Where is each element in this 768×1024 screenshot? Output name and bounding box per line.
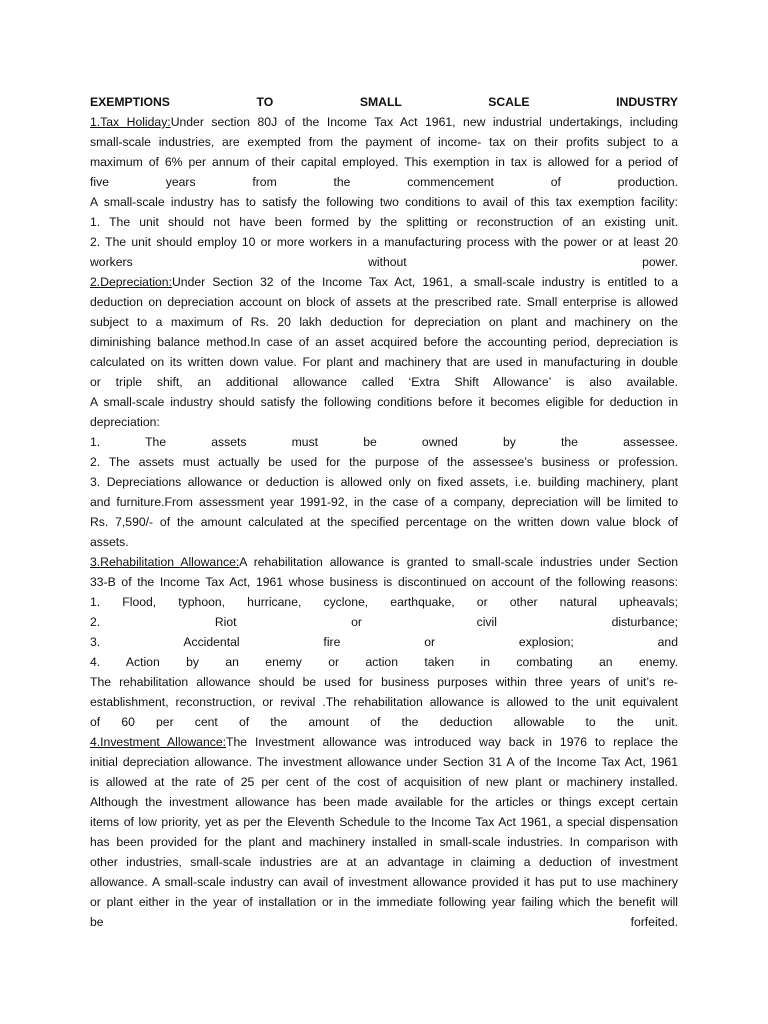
- text-line: [90, 412, 678, 432]
- line-text: maximum of 6% per annum of their capital employed. This exemption in tax is allowed for a period of: [90, 155, 678, 169]
- line-text: A small-scale industry has to satisfy the following two conditions to avail of this tax exemption facility:: [90, 195, 678, 209]
- line-text: is allowed at the rate of 25 per cent of the cost of acquisition of new plant or machinery installed.: [90, 775, 678, 789]
- section-heading: 1.Tax Holiday:: [90, 115, 171, 129]
- line-text: and furniture.From assessment year 1991-92, in the case of a company, depreciation will be limited to: [90, 495, 678, 509]
- line-text: 2. The unit should employ 10 or more workers in a manufacturing process with the power or at least 20: [90, 235, 678, 249]
- line-text: 1. The unit should not have been formed by the splitting or reconstruction of an existing unit.: [90, 215, 678, 229]
- text-line: [90, 292, 678, 312]
- text-line: [90, 472, 678, 492]
- document-page: [90, 92, 678, 932]
- line-text: initial depreciation allowance. The investment allowance under Section 31 A of the Income Tax Act, 1961: [90, 755, 678, 769]
- text-line: [90, 452, 678, 472]
- text-line: [90, 172, 678, 192]
- text-line: [90, 572, 678, 592]
- document-body: [90, 112, 678, 932]
- text-line: [90, 832, 678, 852]
- line-text: 1. Flood, typhoon, hurricane, cyclone, earthquake, or other natural upheavals;: [90, 595, 678, 609]
- text-line: [90, 892, 678, 912]
- text-line: [90, 492, 678, 512]
- title-word: SMALL: [359, 95, 402, 109]
- text-line: [90, 592, 678, 612]
- title-word: INDUSTRY: [616, 95, 678, 109]
- text-line: [90, 872, 678, 892]
- line-text: has been provided for the plant and machinery installed in small-scale industries. In comparison with: [90, 835, 678, 849]
- text-line: [90, 912, 678, 932]
- text-line: [90, 752, 678, 772]
- line-text: deduction on depreciation account on block of assets at the prescribed rate. Small enterprise is allowed: [90, 295, 678, 309]
- line-text: items of low priority, yet as per the Eleventh Schedule to the Income Tax Act 1961, a special dispensation: [90, 815, 678, 829]
- line-text: subject to a maximum of Rs. 20 lakh deduction for depreciation on plant and machinery on the: [90, 315, 678, 329]
- line-text: A rehabilitation allowance is granted to small-scale industries under Section: [239, 555, 678, 569]
- line-text: assets.: [90, 535, 129, 549]
- text-line: [90, 152, 678, 172]
- section-heading-line: [90, 272, 678, 292]
- line-text: Rs. 7,590/- of the amount calculated at the specified percentage on the written down value block of: [90, 515, 678, 529]
- section-heading-line: [90, 552, 678, 572]
- text-line: [90, 812, 678, 832]
- line-text: of 60 per cent of the amount of the deduction allowable to the unit.: [90, 715, 678, 729]
- line-text: 2. Riot or civil disturbance;: [90, 615, 678, 629]
- line-text: 4. Action by an enemy or action taken in combating an enemy.: [90, 655, 678, 669]
- line-text: or plant either in the year of installation or in the immediate following year failing which the benefit will: [90, 895, 678, 909]
- text-line: [90, 132, 678, 152]
- line-text: small-scale industries, are exempted from the payment of income- tax on their profits subject to a: [90, 135, 678, 149]
- text-line: [90, 772, 678, 792]
- text-line: [90, 652, 678, 672]
- line-text: 3. Depreciations allowance or deduction is allowed only on fixed assets, i.e. building machinery, plant: [90, 475, 678, 489]
- text-line: [90, 252, 678, 272]
- line-text: diminishing balance method.In case of an asset acquired before the accounting period, depreciation is: [90, 335, 678, 349]
- title-word: TO: [256, 95, 274, 109]
- line-text: Although the investment allowance has been made available for the articles or things except certain: [90, 795, 678, 809]
- text-line: [90, 392, 678, 412]
- section-heading: 2.Depreciation:: [90, 275, 172, 289]
- line-text: The rehabilitation allowance should be used for business purposes within three years of unit’s re-: [90, 675, 678, 689]
- text-line: [90, 352, 678, 372]
- line-text: Under section 80J of the Income Tax Act 1961, new industrial undertakings, including: [170, 115, 678, 129]
- section-heading: 4.Investment Allowance:: [90, 735, 226, 749]
- text-line: [90, 312, 678, 332]
- line-text: depreciation:: [90, 415, 160, 429]
- line-text: establishment, reconstruction, or revival .The rehabilitation allowance is allowed to the unit equivalent: [90, 695, 678, 709]
- line-text: calculated on its written down value. For plant and machinery that are used in manufacturing in double: [90, 355, 678, 369]
- text-line: [90, 432, 678, 452]
- line-text: 33-B of the Income Tax Act, 1961 whose business is discontinued on account of the following reasons:: [90, 575, 678, 589]
- line-text: 3. Accidental fire or explosion; and: [90, 635, 678, 649]
- line-text: or triple shift, an additional allowance called ‘Extra Shift Allowance’ is also available.: [90, 375, 678, 389]
- text-line: [90, 792, 678, 812]
- text-line: [90, 612, 678, 632]
- text-line: [90, 372, 678, 392]
- text-line: [90, 532, 678, 552]
- text-line: [90, 692, 678, 712]
- line-text: allowance. A small-scale industry can avail of investment allowance provided it has put to use machinery: [90, 875, 678, 889]
- line-text: workers without power.: [90, 255, 678, 269]
- title-word: SCALE: [488, 95, 530, 109]
- line-text: Under Section 32 of the Income Tax Act, 1961, a small-scale industry is entitled to a: [171, 275, 678, 289]
- line-text: 2. The assets must actually be used for the purpose of the assessee’s business or profession.: [90, 455, 678, 469]
- line-text: other industries, small-scale industries are at an advantage in claiming a deduction of investment: [90, 855, 678, 869]
- document-title: [90, 92, 678, 112]
- section-heading: 3.Rehabilitation Allowance:: [90, 555, 240, 569]
- title-word: EXEMPTIONS: [90, 95, 170, 109]
- section-heading-line: [90, 732, 678, 752]
- line-text: The Investment allowance was introduced way back in 1976 to replace the: [226, 735, 678, 749]
- line-text: five years from the commencement of production.: [90, 175, 678, 189]
- text-line: [90, 212, 678, 232]
- section-heading-line: [90, 112, 678, 132]
- text-line: [90, 712, 678, 732]
- line-text: 1. The assets must be owned by the assessee.: [90, 435, 678, 449]
- text-line: [90, 232, 678, 252]
- text-line: [90, 332, 678, 352]
- text-line: [90, 852, 678, 872]
- text-line: [90, 192, 678, 212]
- text-line: [90, 512, 678, 532]
- line-text: be forfeited.: [90, 915, 678, 929]
- text-line: [90, 632, 678, 652]
- text-line: [90, 672, 678, 692]
- line-text: A small-scale industry should satisfy the following conditions before it becomes eligible for deduction in: [90, 395, 678, 409]
